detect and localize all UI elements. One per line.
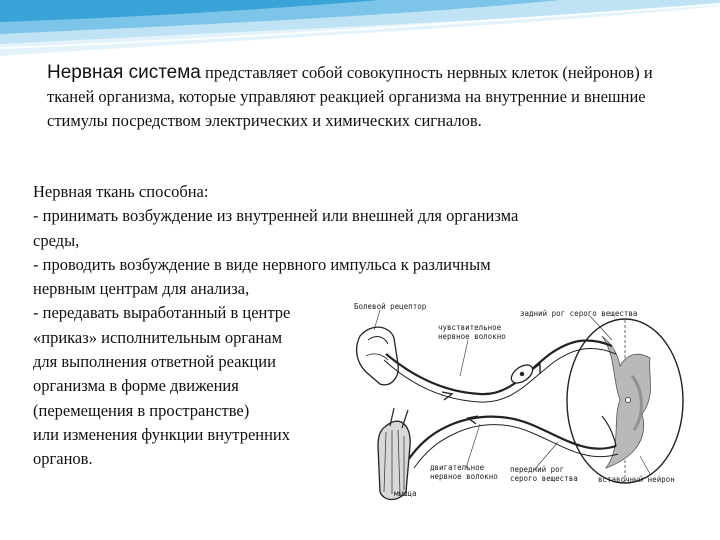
label-ventral-horn-1: передний рог [510,465,565,474]
label-sensory-fiber-2: нервное волокно [438,332,506,341]
label-motor-fiber-1: двигательное [430,463,485,472]
abilities-line: нервным центрам для анализа, [33,279,250,299]
abilities-line: для выполнения ответной реакции [33,352,276,372]
spinal-cord-section [567,319,683,483]
label-muscle: мышца [394,489,417,498]
label-motor-fiber-2: нервное волокно [430,472,498,481]
abilities-line: или изменения функции внутренних [33,424,291,444]
label-sensory-fiber-1: чувствительное [438,323,502,332]
intro-term: Нервная система [47,62,201,83]
abilities-line: (перемещения в пространстве) [33,400,250,420]
header-swoosh-decoration [0,0,720,70]
abilities-line: - передавать выработанный в центре [33,303,291,323]
abilities-line: среды, [33,230,80,250]
abilities-line: организма в форме движения [33,376,239,396]
reflex-arc-diagram [350,296,694,506]
muscle-illustration [378,408,410,500]
abilities-line: «приказ» исполнительным органам [33,327,283,347]
abilities-line: органов. [33,449,93,469]
abilities-heading: Нервная ткань способна: [33,182,209,201]
label-dorsal-horn: задний рог серого вещества [520,309,638,318]
label-ventral-horn-2: серого вещества [510,474,578,483]
intro-paragraph [47,61,687,133]
abilities-line: - проводить возбуждение в виде нервного импульса к различным [33,254,491,274]
label-interneuron: вставочный нейрон [598,475,675,484]
finger-illustration [357,327,399,385]
abilities-line: - принимать возбуждение из внутренней или внешней для организма [33,206,519,226]
intro-definition: представляет собой совокупность нервных клеток (нейронов) и тканей организма, которые управляют реакцией организма на внутренние и внешние стимулы посредством электрических и химических сигналов. [47,63,653,130]
label-receptor: Болевой рецептор [354,302,427,311]
